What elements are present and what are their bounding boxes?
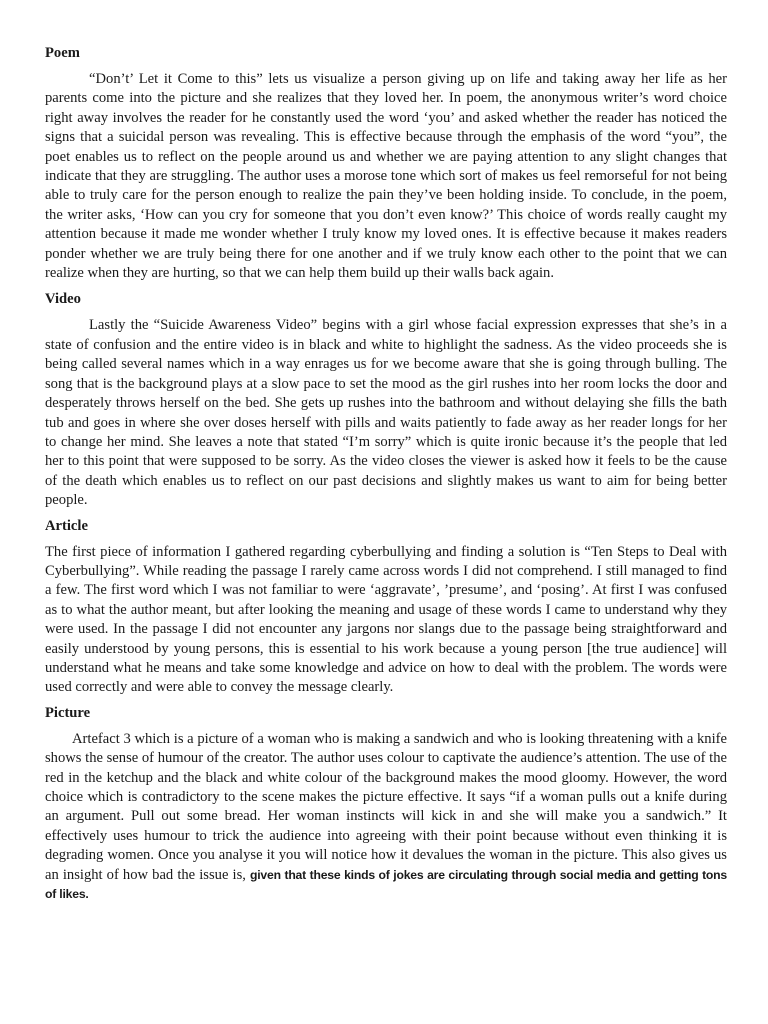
poem-paragraph: “Don’t’ Let it Come to this” lets us visualize a person giving up on life and taking away her life as her parents come into the picture and she realizes that they loved her. In poem, the anonymous writer’s word choice right away involves the reader for he constantly used the word ‘you’ and asked whether the reader has noticed the signs that a suicidal person was revealing. This is effective because through the emphasis of the word “you”, the poet enables us to reflect on the people around us and whether we are paying attention to any slight changes that indicate that they are struggling. The author uses a morose tone which sort of makes us feel remorseful for not being able to truly care for the person enough to realize the pain they’ve been holding inside. To conclude, in the poem, the writer asks, ‘How can you cry for someone that you don’t even know?’ This choice of words really caught my attention because it made me wonder whether I truly know my loved ones. It is effective because it makes readers ponder whether we are truly being there for one another and if we truly know each other to the point that we can realize when they are hurting, so that we can help them build up their walls back again. <box>45 71 727 282</box>
section-heading-poem: Poem <box>45 45 80 61</box>
section-heading-article: Article <box>45 517 88 534</box>
video-paragraph: Lastly the “Suicide Awareness Video” begins with a girl whose facial expression expresses that she’s in a state of confusion and the entire video is in black and white to highlight the sadness. As the video proceeds she is being called several names which in a way enrages us for we become aware that she is going through bulling. The song that is the background plays at a slow pace to set the mood as the girl rushes into her room locks the door and desperately throws herself on the bed. She gets up rushes into the bathroom and without delaying she fills the bath tub and goes in where she over doses herself with pills and waits patiently to fade away as her reader longs for her to change her mind. She leaves a note that stated “I’m sorry” which is quite ironic because it’s the people that led her to this point that were supposed to be sorry. As the video closes the viewer is asked how it feels to be the cause of the death which enables us to reflect on our past decisions and slightly makes us want to aim for being better people. <box>45 317 727 509</box>
picture-paragraph <box>45 730 727 905</box>
article-paragraph: The first piece of information I gathered regarding cyberbullying and finding a solution is “Ten Steps to Deal with Cyberbullying”. While reading the passage I rarely came across words I did not comprehend. I still managed to find a few. The first word which I was not familiar to were ‘aggravate’, ’presume’, and ‘posing’. At first I was confused as to what the author meant, but after looking the meaning and usage of these words I came to understand why they were used. In the passage I did not encounter any jargons nor slangs due to the passage being straightforward and easily understood by young persons, this is essential to his work because a young person [the true audience] will understand what he means and take some knowledge and advice on how to deal with the problem. The words were used correctly and were able to convey the message clearly. <box>45 543 727 696</box>
section-heading-picture: Picture <box>45 704 91 721</box>
picture-paragraph-tail: given that these kinds of jokes are circulating through social media and getting tons of likes. <box>45 867 727 902</box>
section-heading-video: Video <box>45 291 81 308</box>
document-page <box>45 44 727 904</box>
picture-paragraph-main: Artefact 3 which is a picture of a woman who is making a sandwich and who is looking threatening with a knife shows the sense of humour of the creator. The author uses colour to captivate the audience’s attention. The use of the red in the ketchup and the black and white colour of the background makes the mood gloomy. However, the word choice which is contradictory to the scene makes the picture effective. It says “if a woman pulls out a knife during an argument. Pull out some bread. Her woman instincts will kick in and she will make you a sandwich.” It effectively uses humour to trick the audience into agreeing with their point because without even thinking it is degrading women. Once you analyse it you will notice how it devalues the woman in the picture. This also gives us an insight of how bad the issue is, <box>45 730 727 883</box>
